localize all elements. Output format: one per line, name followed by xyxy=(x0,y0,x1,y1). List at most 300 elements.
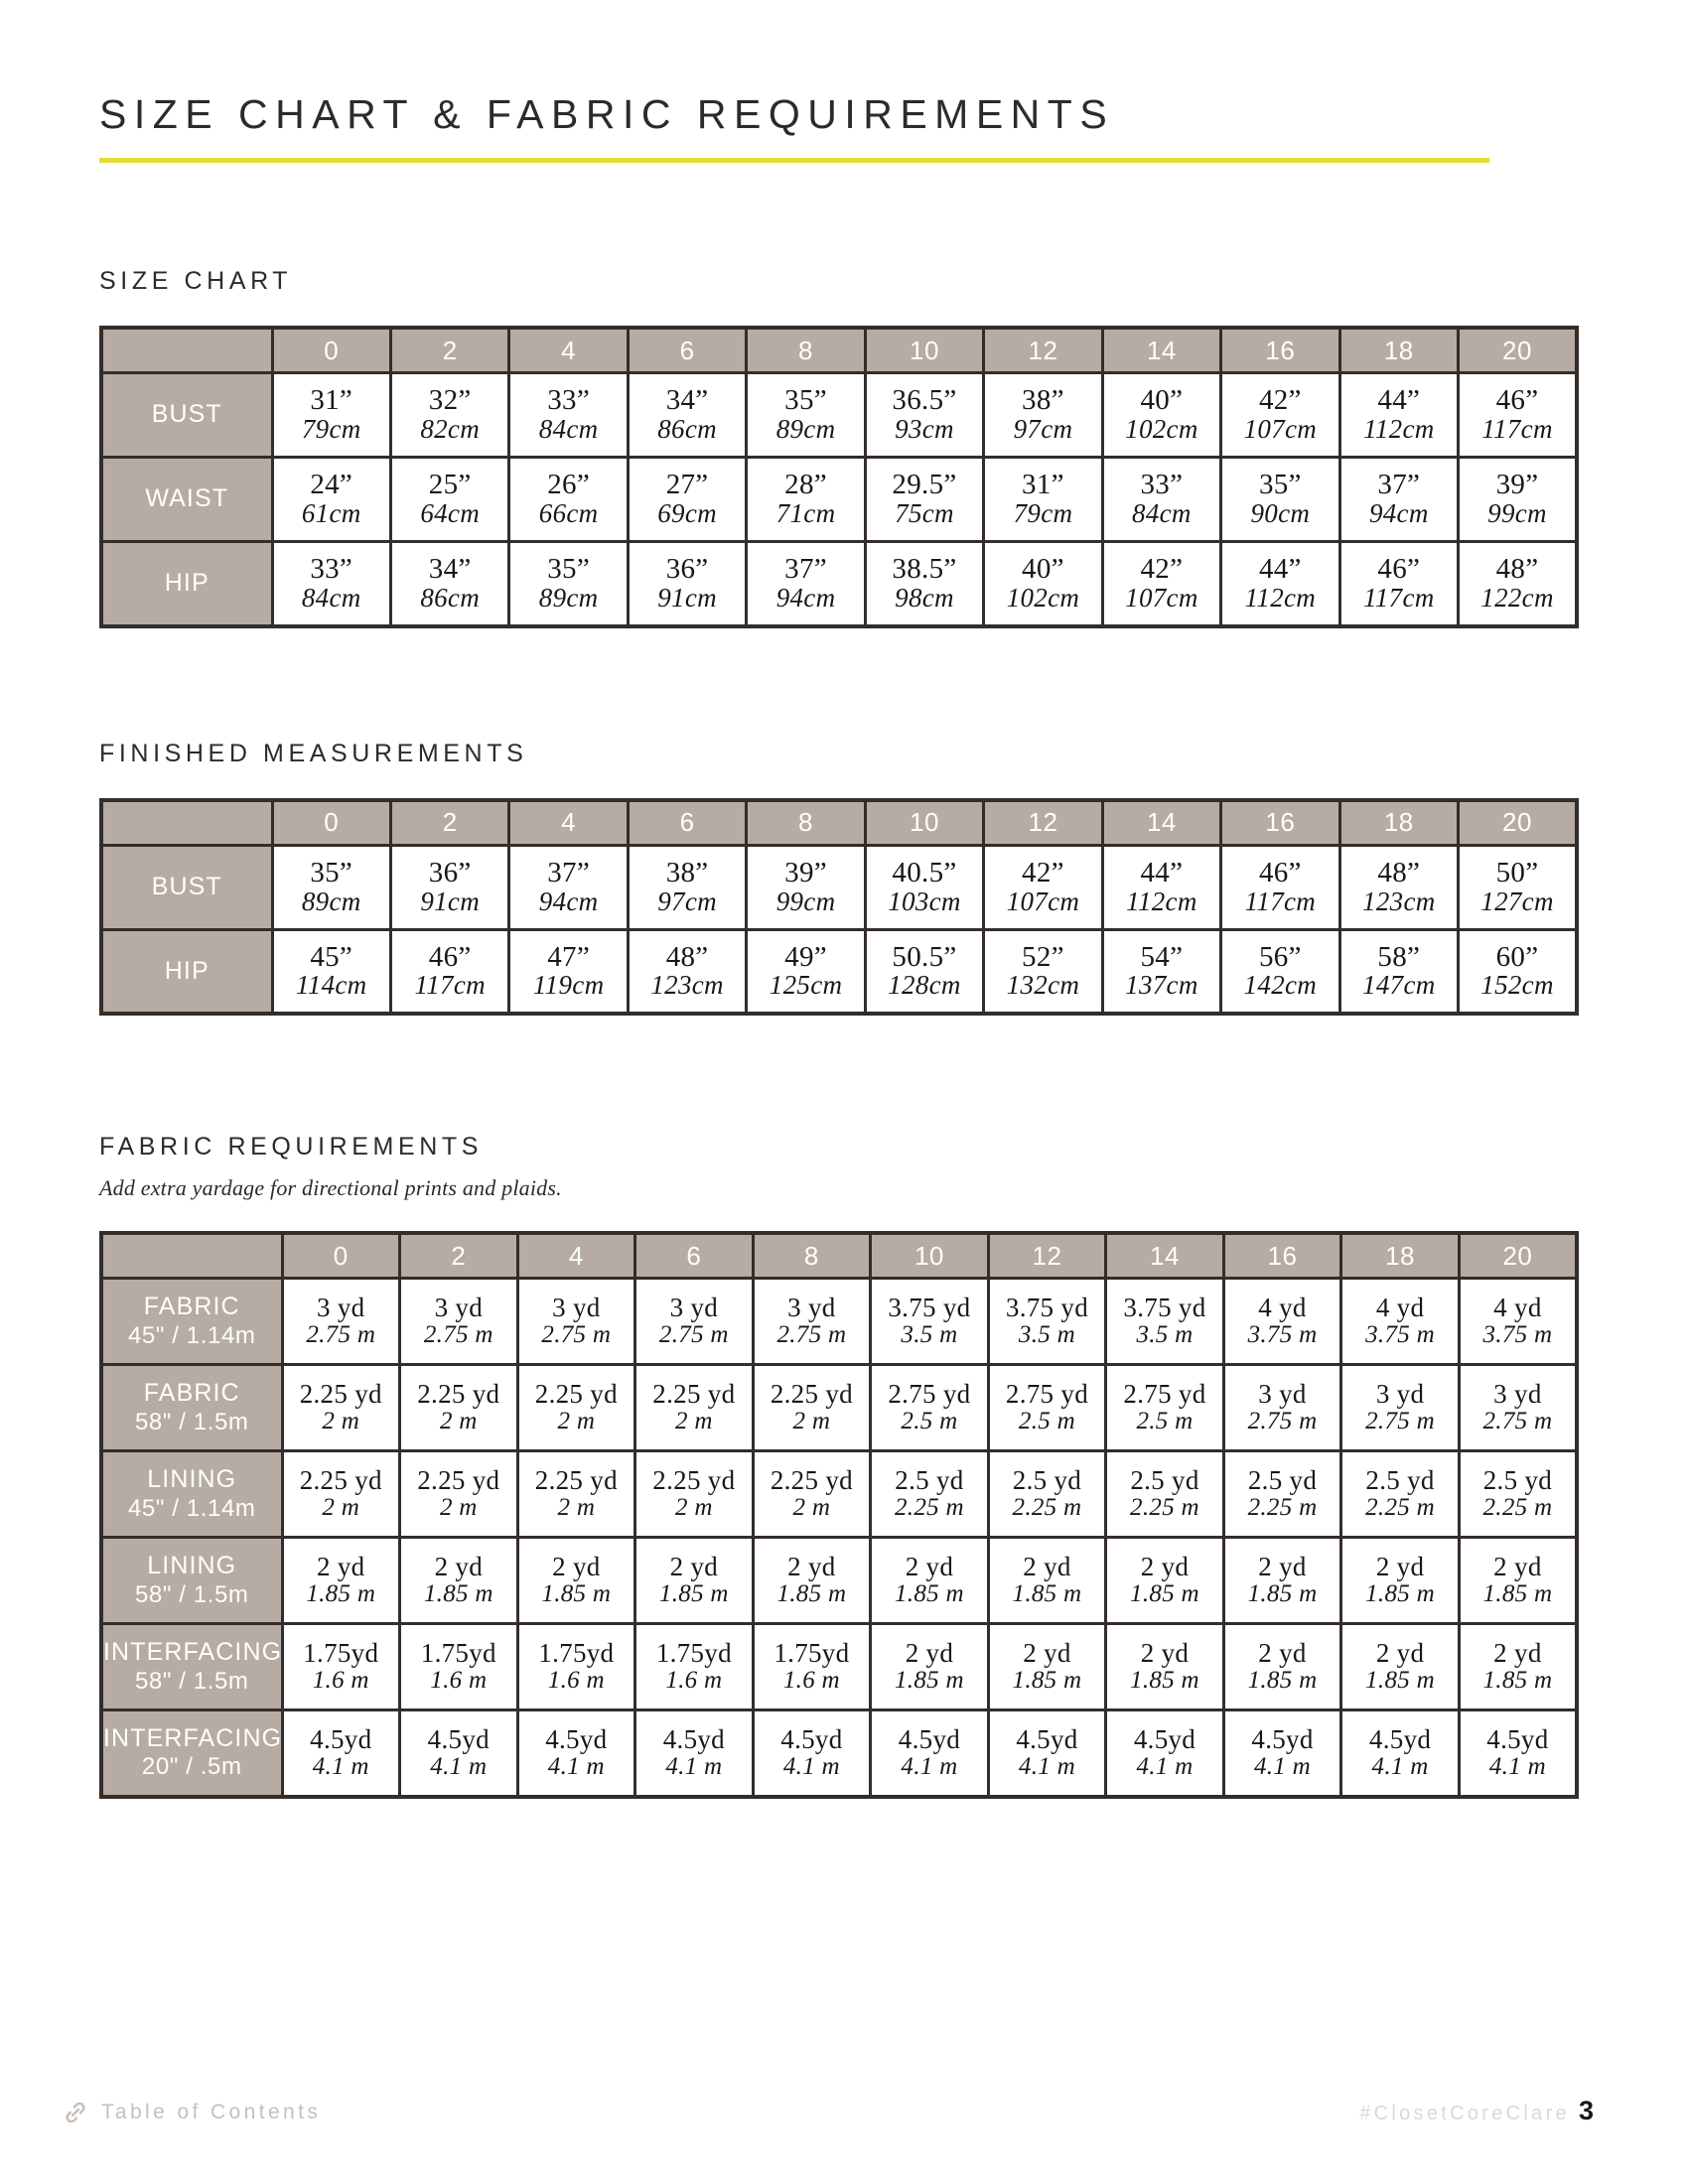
value-imperial: 3 yd xyxy=(552,1293,601,1323)
table-row xyxy=(101,373,1577,458)
value-metric: 71cm xyxy=(775,498,836,529)
value-imperial: 42” xyxy=(1022,856,1064,888)
value-imperial: 2.5 yd xyxy=(1012,1465,1082,1496)
table-row xyxy=(101,458,1577,542)
value-imperial: 28” xyxy=(784,469,827,501)
fabric-requirements-size-header: 20 xyxy=(1459,1233,1577,1279)
value-metric: 89cm xyxy=(538,582,599,613)
footer-right-group xyxy=(1359,2096,1594,2126)
value-metric: 1.85 m xyxy=(1365,1580,1435,1608)
value-imperial: 38.5” xyxy=(892,553,957,586)
value-metric: 2.75 m xyxy=(776,1321,847,1349)
size-chart-size-header: 12 xyxy=(984,328,1102,373)
finished-measurements-cell xyxy=(747,929,865,1014)
value-imperial: 2.5 yd xyxy=(1130,1465,1199,1496)
fabric-requirements-cell xyxy=(753,1624,871,1710)
value-metric: 2 m xyxy=(439,1494,478,1522)
fabric-requirements-table xyxy=(99,1231,1579,1799)
value-metric: 122cm xyxy=(1480,582,1554,613)
value-metric: 2.75 m xyxy=(1247,1408,1318,1435)
value-metric: 2.25 m xyxy=(1130,1494,1199,1522)
value-metric: 82cm xyxy=(420,414,481,445)
value-metric: 2 m xyxy=(792,1408,831,1435)
value-metric: 79cm xyxy=(1013,498,1073,529)
fabric-requirements-cell xyxy=(400,1279,518,1365)
finished-measurements-size-header: 4 xyxy=(509,800,628,846)
fabric-requirements-cell xyxy=(753,1365,871,1451)
value-metric: 1.6 m xyxy=(430,1667,488,1695)
value-metric: 99cm xyxy=(1487,498,1547,529)
value-imperial: 3.75 yd xyxy=(888,1293,971,1323)
value-metric: 123cm xyxy=(650,970,724,1001)
fabric-requirements-note: Add extra yardage for directional prints and plaids. xyxy=(99,1175,562,1200)
value-imperial: 2.25 yd xyxy=(770,1379,853,1410)
corner-cell xyxy=(101,800,272,846)
fabric-requirements-cell xyxy=(988,1710,1106,1797)
value-metric: 107cm xyxy=(1243,414,1318,445)
value-imperial: 2 yd xyxy=(1258,1552,1307,1582)
value-imperial: 2.75 yd xyxy=(1005,1379,1088,1410)
value-metric: 2 m xyxy=(557,1494,596,1522)
finished-measurements-cell xyxy=(509,845,628,929)
value-metric: 1.85 m xyxy=(306,1580,376,1608)
table-of-contents-label: Table of Contents xyxy=(101,2101,322,2123)
value-metric: 2.25 m xyxy=(1012,1494,1082,1522)
page-number: 3 xyxy=(1578,2096,1594,2125)
size-chart-size-header: 20 xyxy=(1459,328,1577,373)
value-imperial: 54” xyxy=(1140,940,1184,973)
finished-measurements-cell xyxy=(272,845,390,929)
fabric-requirements-size-header: 8 xyxy=(753,1233,871,1279)
value-metric: 2 m xyxy=(322,1494,360,1522)
fabric-requirements-size-header: 2 xyxy=(400,1233,518,1279)
value-imperial: 4 yd xyxy=(1493,1293,1542,1323)
fabric-requirements-cell xyxy=(753,1538,871,1624)
row-label-width: 20" / .5m xyxy=(141,1753,242,1781)
size-chart-row-label: WAIST xyxy=(101,458,272,542)
finished-measurements-cell xyxy=(1339,929,1458,1014)
section-size-chart xyxy=(99,267,1589,628)
fabric-requirements-size-header: 12 xyxy=(988,1233,1106,1279)
value-imperial: 36” xyxy=(665,553,709,586)
size-chart-cell xyxy=(747,373,865,458)
finished-measurements-cell xyxy=(390,929,508,1014)
value-metric: 4.1 m xyxy=(901,1752,958,1780)
value-imperial: 2 yd xyxy=(1375,1552,1425,1582)
value-metric: 125cm xyxy=(769,970,843,1001)
value-metric: 103cm xyxy=(888,886,961,916)
row-label-width: 58" / 1.5m xyxy=(134,1408,249,1435)
value-imperial: 32” xyxy=(428,384,472,417)
size-chart-cell xyxy=(390,542,508,626)
fabric-requirements-cell xyxy=(635,1365,754,1451)
value-metric: 94cm xyxy=(538,886,599,916)
value-metric: 1.85 m xyxy=(1482,1667,1553,1695)
size-chart-heading: SIZE CHART xyxy=(99,267,293,295)
value-imperial: 2.75 yd xyxy=(888,1379,971,1410)
value-imperial: 42” xyxy=(1258,384,1302,417)
value-imperial: 2.25 yd xyxy=(534,1465,618,1496)
value-imperial: 2 yd xyxy=(669,1552,719,1582)
value-metric: 107cm xyxy=(1125,582,1198,613)
row-label-width: 58" / 1.5m xyxy=(134,1667,249,1695)
value-metric: 112cm xyxy=(1126,886,1197,916)
fabric-requirements-size-header: 0 xyxy=(282,1233,400,1279)
value-imperial: 4.5yd xyxy=(1486,1724,1549,1755)
value-imperial: 58” xyxy=(1377,940,1421,973)
value-imperial: 4.5yd xyxy=(898,1724,961,1755)
size-chart-cell xyxy=(747,542,865,626)
value-imperial: 26” xyxy=(547,469,591,501)
value-metric: 2.5 m xyxy=(901,1408,958,1435)
finished-measurements-cell xyxy=(865,845,983,929)
size-chart-size-header: 8 xyxy=(747,328,865,373)
value-metric: 3.5 m xyxy=(1018,1321,1075,1349)
value-metric: 102cm xyxy=(1006,582,1080,613)
finished-measurements-size-header: 16 xyxy=(1221,800,1339,846)
fabric-requirements-cell xyxy=(753,1710,871,1797)
fabric-requirements-cell xyxy=(282,1710,400,1797)
value-imperial: 2.25 yd xyxy=(299,1379,382,1410)
value-metric: 99cm xyxy=(775,886,836,916)
value-metric: 75cm xyxy=(895,498,954,529)
value-metric: 1.85 m xyxy=(541,1580,612,1608)
value-metric: 4.1 m xyxy=(1018,1752,1075,1780)
value-imperial: 48” xyxy=(665,940,709,973)
size-chart-row-label: BUST xyxy=(101,373,272,458)
value-metric: 89cm xyxy=(775,414,836,445)
value-imperial: 40” xyxy=(1140,384,1184,417)
value-imperial: 49” xyxy=(784,940,827,973)
value-metric: 2.5 m xyxy=(1018,1408,1075,1435)
value-imperial: 2.25 yd xyxy=(299,1465,382,1496)
value-imperial: 47” xyxy=(547,940,591,973)
fabric-requirements-cell xyxy=(1106,1538,1224,1624)
size-chart-cell xyxy=(1339,542,1458,626)
value-imperial: 50” xyxy=(1495,856,1539,888)
fabric-requirements-row-label: INTERFACING 20" / .5m xyxy=(101,1710,282,1797)
value-imperial: 4.5yd xyxy=(427,1724,490,1755)
size-chart-size-header: 14 xyxy=(1102,328,1220,373)
value-imperial: 4.5yd xyxy=(1133,1724,1196,1755)
finished-measurements-size-header: 12 xyxy=(984,800,1102,846)
value-metric: 66cm xyxy=(538,498,599,529)
size-chart-cell xyxy=(628,373,746,458)
value-imperial: 3 yd xyxy=(669,1293,719,1323)
finished-measurements-table xyxy=(99,798,1579,1017)
size-chart-cell xyxy=(984,373,1102,458)
value-imperial: 4.5yd xyxy=(1251,1724,1314,1755)
value-imperial: 3 yd xyxy=(787,1293,836,1323)
value-metric: 1.85 m xyxy=(894,1667,964,1695)
fabric-requirements-cell xyxy=(1459,1538,1577,1624)
value-metric: 93cm xyxy=(895,414,954,445)
fabric-requirements-cell xyxy=(517,1624,635,1710)
value-metric: 1.85 m xyxy=(423,1580,493,1608)
fabric-requirements-row-label: LINING 58" / 1.5m xyxy=(101,1538,282,1624)
value-imperial: 2.25 yd xyxy=(534,1379,618,1410)
finished-measurements-cell xyxy=(509,929,628,1014)
size-chart-cell xyxy=(1459,542,1577,626)
size-chart-cell xyxy=(272,458,390,542)
finished-measurements-header-row xyxy=(101,800,1577,846)
value-metric: 2 m xyxy=(675,1494,713,1522)
value-imperial: 39” xyxy=(1495,469,1539,501)
fabric-requirements-cell xyxy=(1459,1365,1577,1451)
fabric-requirements-cell xyxy=(988,1624,1106,1710)
value-imperial: 2.25 yd xyxy=(652,1379,736,1410)
value-metric: 91cm xyxy=(657,582,717,613)
value-metric: 4.1 m xyxy=(1371,1752,1429,1780)
fabric-requirements-cell xyxy=(1341,1279,1460,1365)
table-row xyxy=(101,1538,1577,1624)
value-imperial: 2 yd xyxy=(1493,1552,1542,1582)
value-imperial: 46” xyxy=(1377,553,1421,586)
value-metric: 117cm xyxy=(414,970,486,1001)
fabric-requirements-cell xyxy=(871,1279,989,1365)
value-metric: 3.5 m xyxy=(901,1321,958,1349)
size-chart-cell xyxy=(509,458,628,542)
value-metric: 86cm xyxy=(420,582,481,613)
value-metric: 2.75 m xyxy=(423,1321,493,1349)
value-imperial: 29.5” xyxy=(892,469,957,501)
value-imperial: 3 yd xyxy=(317,1293,365,1323)
link-chain-icon xyxy=(62,2099,89,2126)
value-metric: 3.5 m xyxy=(1136,1321,1194,1349)
value-imperial: 1.75yd xyxy=(538,1638,615,1669)
value-imperial: 4.5yd xyxy=(545,1724,608,1755)
value-metric: 2.25 m xyxy=(894,1494,964,1522)
finished-measurements-row-label: BUST xyxy=(101,845,272,929)
fabric-requirements-size-header: 18 xyxy=(1341,1233,1460,1279)
size-chart-size-header: 18 xyxy=(1339,328,1458,373)
value-imperial: 37” xyxy=(1377,469,1421,501)
fabric-requirements-cell xyxy=(753,1279,871,1365)
section-fabric-requirements xyxy=(99,1133,1589,1799)
value-metric: 94cm xyxy=(775,582,836,613)
fabric-requirements-cell xyxy=(1341,1451,1460,1538)
finished-measurements-cell xyxy=(865,929,983,1014)
size-chart-cell xyxy=(1221,458,1339,542)
page-header xyxy=(99,0,1589,163)
value-imperial: 3 yd xyxy=(1493,1379,1542,1410)
fabric-requirements-cell xyxy=(871,1451,989,1538)
finished-measurements-body xyxy=(101,845,1577,1014)
size-chart-cell xyxy=(509,373,628,458)
value-imperial: 60” xyxy=(1495,940,1539,973)
fabric-requirements-cell xyxy=(1223,1365,1341,1451)
value-metric: 2 m xyxy=(557,1408,596,1435)
fabric-requirements-header-row xyxy=(101,1233,1577,1279)
value-imperial: 4.5yd xyxy=(1368,1724,1432,1755)
table-row xyxy=(101,929,1577,1014)
fabric-requirements-cell xyxy=(282,1365,400,1451)
finished-measurements-cell xyxy=(747,845,865,929)
finished-measurements-cell xyxy=(984,845,1102,929)
value-metric: 2.75 m xyxy=(306,1321,376,1349)
corner-cell xyxy=(101,1233,282,1279)
value-imperial: 3 yd xyxy=(434,1293,484,1323)
value-imperial: 2 yd xyxy=(1140,1638,1190,1669)
row-label-width: 45" / 1.14m xyxy=(127,1494,256,1522)
value-metric: 2.25 m xyxy=(1482,1494,1553,1522)
finished-measurements-size-header: 8 xyxy=(747,800,865,846)
table-of-contents-link[interactable] xyxy=(62,2099,321,2126)
value-metric: 1.85 m xyxy=(1012,1580,1082,1608)
value-metric: 102cm xyxy=(1125,414,1198,445)
value-imperial: 39” xyxy=(784,856,827,888)
fabric-requirements-cell xyxy=(871,1624,989,1710)
value-imperial: 2 yd xyxy=(905,1552,954,1582)
value-metric: 86cm xyxy=(657,414,717,445)
fabric-requirements-cell xyxy=(517,1710,635,1797)
value-imperial: 25” xyxy=(428,469,472,501)
fabric-requirements-cell xyxy=(1341,1710,1460,1797)
fabric-requirements-cell xyxy=(400,1538,518,1624)
value-metric: 117cm xyxy=(1481,414,1553,445)
size-chart-cell xyxy=(1221,542,1339,626)
value-metric: 2 m xyxy=(792,1494,831,1522)
fabric-requirements-cell xyxy=(988,1538,1106,1624)
value-metric: 2.25 m xyxy=(1247,1494,1318,1522)
fabric-requirements-size-header: 10 xyxy=(871,1233,989,1279)
finished-measurements-cell xyxy=(1221,845,1339,929)
value-metric: 1.85 m xyxy=(1365,1667,1435,1695)
size-chart-row-label: HIP xyxy=(101,542,272,626)
fabric-requirements-row-label: FABRIC 58" / 1.5m xyxy=(101,1365,282,1451)
value-metric: 4.1 m xyxy=(312,1752,369,1780)
value-imperial: 37” xyxy=(784,553,827,586)
value-imperial: 1.75yd xyxy=(774,1638,850,1669)
value-metric: 4.1 m xyxy=(1136,1752,1194,1780)
size-chart-cell xyxy=(390,373,508,458)
value-metric: 91cm xyxy=(420,886,481,916)
value-metric: 112cm xyxy=(1363,414,1435,445)
value-metric: 123cm xyxy=(1362,886,1436,916)
value-imperial: 2 yd xyxy=(787,1552,836,1582)
value-metric: 2 m xyxy=(322,1408,360,1435)
size-chart-cell xyxy=(1339,458,1458,542)
fabric-requirements-cell xyxy=(1459,1624,1577,1710)
fabric-requirements-cell xyxy=(635,1451,754,1538)
size-chart-cell xyxy=(865,458,983,542)
finished-measurements-cell xyxy=(1459,845,1577,929)
value-imperial: 3 yd xyxy=(1375,1379,1425,1410)
value-metric: 90cm xyxy=(1250,498,1311,529)
fabric-requirements-cell xyxy=(1106,1451,1224,1538)
fabric-requirements-cell xyxy=(988,1451,1106,1538)
size-chart-table xyxy=(99,326,1579,628)
value-imperial: 3 yd xyxy=(1258,1379,1307,1410)
title-accent-rule xyxy=(99,158,1489,163)
fabric-requirements-cell xyxy=(1459,1451,1577,1538)
finished-measurements-cell xyxy=(1339,845,1458,929)
fabric-requirements-cell xyxy=(1341,1624,1460,1710)
value-imperial: 40” xyxy=(1022,553,1064,586)
value-imperial: 2 yd xyxy=(434,1552,484,1582)
size-chart-cell xyxy=(1102,542,1220,626)
value-imperial: 2.5 yd xyxy=(1482,1465,1553,1496)
size-chart-cell xyxy=(1459,373,1577,458)
fabric-requirements-cell xyxy=(1106,1365,1224,1451)
corner-cell xyxy=(101,328,272,373)
value-imperial: 38” xyxy=(665,856,709,888)
value-metric: 64cm xyxy=(420,498,481,529)
fabric-requirements-cell xyxy=(517,1538,635,1624)
value-imperial: 4.5yd xyxy=(310,1724,372,1755)
size-chart-size-header: 16 xyxy=(1221,328,1339,373)
fabric-requirements-size-header: 16 xyxy=(1223,1233,1341,1279)
size-chart-cell xyxy=(509,542,628,626)
size-chart-cell xyxy=(1221,373,1339,458)
value-metric: 1.6 m xyxy=(547,1667,605,1695)
value-metric: 2.75 m xyxy=(658,1321,729,1349)
value-metric: 112cm xyxy=(1244,582,1317,613)
finished-measurements-cell xyxy=(1221,929,1339,1014)
finished-measurements-cell xyxy=(390,845,508,929)
table-row xyxy=(101,1710,1577,1797)
finished-measurements-cell xyxy=(272,929,390,1014)
value-imperial: 2 yd xyxy=(1140,1552,1190,1582)
value-metric: 2 m xyxy=(439,1408,478,1435)
fabric-requirements-cell xyxy=(1223,1710,1341,1797)
size-chart-cell xyxy=(1102,458,1220,542)
value-metric: 2.75 m xyxy=(541,1321,612,1349)
fabric-requirements-size-header: 14 xyxy=(1106,1233,1224,1279)
value-imperial: 52” xyxy=(1022,940,1064,973)
value-metric: 2.75 m xyxy=(1482,1408,1553,1435)
fabric-requirements-cell xyxy=(282,1538,400,1624)
fabric-requirements-cell xyxy=(1223,1538,1341,1624)
fabric-requirements-cell xyxy=(1223,1624,1341,1710)
value-imperial: 44” xyxy=(1377,384,1421,417)
fabric-requirements-row-label: LINING 45" / 1.14m xyxy=(101,1451,282,1538)
value-imperial: 46” xyxy=(428,940,472,973)
value-metric: 4.1 m xyxy=(430,1752,488,1780)
finished-measurements-size-header: 14 xyxy=(1102,800,1220,846)
fabric-requirements-cell xyxy=(1223,1279,1341,1365)
fabric-requirements-cell xyxy=(1106,1624,1224,1710)
value-metric: 4.1 m xyxy=(1488,1752,1546,1780)
value-imperial: 33” xyxy=(310,553,353,586)
fabric-requirements-size-header: 4 xyxy=(517,1233,635,1279)
finished-measurements-cell xyxy=(1102,845,1220,929)
value-metric: 3.75 m xyxy=(1365,1321,1435,1349)
size-chart-size-header: 4 xyxy=(509,328,628,373)
value-imperial: 35” xyxy=(784,384,827,417)
size-chart-cell xyxy=(272,373,390,458)
fabric-requirements-cell xyxy=(517,1365,635,1451)
fabric-requirements-size-header: 6 xyxy=(635,1233,754,1279)
value-metric: 1.6 m xyxy=(782,1667,840,1695)
value-metric: 3.75 m xyxy=(1482,1321,1553,1349)
fabric-requirements-cell xyxy=(282,1624,400,1710)
fabric-requirements-row-label: INTERFACING 58" / 1.5m xyxy=(101,1624,282,1710)
page-footer xyxy=(99,2087,1594,2126)
value-metric: 94cm xyxy=(1368,498,1429,529)
fabric-requirements-cell xyxy=(1223,1451,1341,1538)
fabric-requirements-cell xyxy=(1106,1279,1224,1365)
value-metric: 79cm xyxy=(301,414,361,445)
finished-measurements-cell xyxy=(628,929,746,1014)
size-chart-size-header: 2 xyxy=(390,328,508,373)
value-metric: 4.1 m xyxy=(782,1752,840,1780)
table-row xyxy=(101,1451,1577,1538)
value-metric: 142cm xyxy=(1243,970,1318,1001)
fabric-requirements-cell xyxy=(400,1624,518,1710)
value-imperial: 33” xyxy=(547,384,591,417)
size-chart-cell xyxy=(628,458,746,542)
